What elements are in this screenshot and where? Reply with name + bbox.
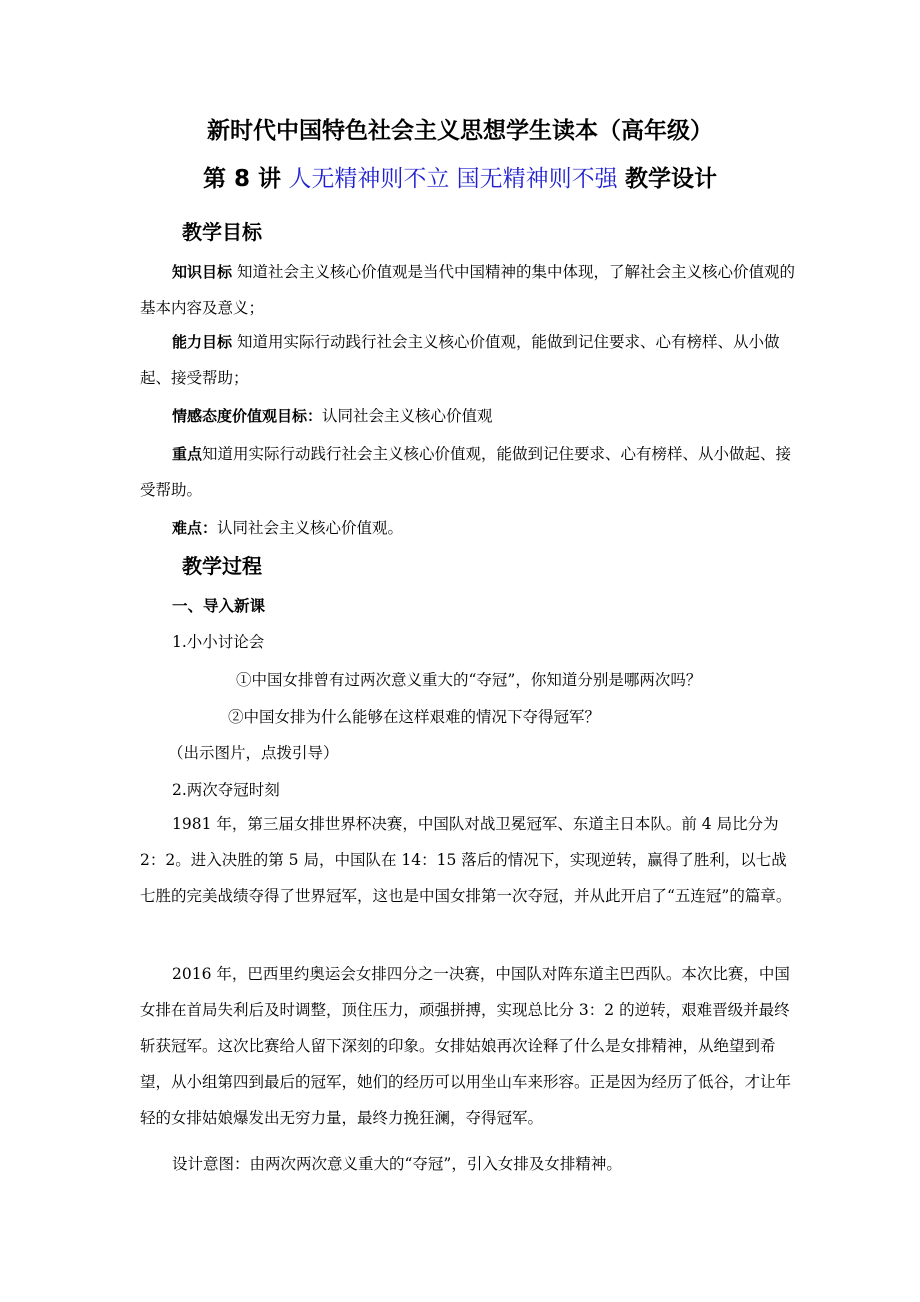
lesson-title bbox=[0, 160, 920, 193]
knowledge-goal-label: 知识目标 bbox=[172, 263, 233, 281]
paragraph-2016: 2016 年，巴西里约奥运会女排四分之一决赛，中国队对阵东道主巴西队。本次比赛，中国女排在首局失利后及时调整，顶住压力，顽强拼搏，实现总比分 3：2 的逆转，艰难晋级并最终斩获冠军。这次比赛给人留下深刻的印象。女排姑娘再次诠释了什么是女排精神，从绝望到希望，从小组第四到最后的冠军，她们的经历可以用坐山车来形容。正是因为经历了低谷，才让年轻的女排姑娘爆发出无穷力量，最终力挽狂澜，夺得冠军。 bbox=[140, 965, 792, 1127]
item2-title: 2.两次夺冠时刻 bbox=[172, 781, 280, 799]
key-point-text: 知道用实际行动践行社会主义核心价值观，能做到记住要求、心有榜样、从小做起、接受帮助。 bbox=[140, 445, 792, 499]
ability-goal-label: 能力目标 bbox=[172, 333, 233, 351]
section-heading-process: 教学过程 bbox=[182, 554, 262, 578]
emotion-goal bbox=[140, 398, 795, 434]
key-point-label: 重点 bbox=[172, 445, 203, 463]
teacher-note: （出示图片，点拨引导） bbox=[168, 744, 339, 762]
emotion-goal-label: 情感态度价值观目标： bbox=[172, 407, 323, 425]
emotion-goal-text: 认同社会主义核心价值观 bbox=[322, 407, 493, 425]
lesson-theme-part1: 人无精神则不立 bbox=[288, 166, 450, 192]
knowledge-goal-text: 知道社会主义核心价值观是当代中国精神的集中体现，了解社会主义核心价值观的基本内容及意义； bbox=[140, 263, 795, 317]
document-title: 新时代中国特色社会主义思想学生读本（高年级） bbox=[207, 118, 713, 144]
ability-goal bbox=[140, 324, 795, 396]
difficulty bbox=[140, 510, 795, 546]
difficulty-text: 认同社会主义核心价值观。 bbox=[217, 519, 404, 537]
question-2: ②中国女排为什么能够在这样艰难的情况下夺得冠军？ bbox=[228, 708, 601, 726]
ability-goal-text: 知道用实际行动践行社会主义核心价值观，能做到记住要求、心有榜样、从小做起、接受帮助； bbox=[140, 333, 780, 387]
knowledge-goal bbox=[140, 254, 795, 326]
difficulty-label: 难点： bbox=[172, 519, 218, 537]
key-point bbox=[140, 436, 795, 508]
paragraph-1981: 1981 年，第三届女排世界杯决赛，中国队对战卫冕冠军、东道主日本队。前 4 局比分为 2：2。进入决胜的第 5 局，中国队在 14：15 落后的情况下，实现逆转，赢得了胜利，以七战七胜的完美战绩夺得了世界冠军，这也是中国女排第一次夺冠，并从此开启了“五连冠”的篇章。 bbox=[140, 815, 792, 905]
lesson-theme-part2: 国无精神则不强 bbox=[456, 166, 618, 192]
lesson-number: 第 8 讲 bbox=[203, 166, 282, 192]
section-heading-goals: 教学目标 bbox=[182, 220, 262, 244]
design-intent: 设计意图：由两次两次意义重大的“夺冠”，引入女排及女排精神。 bbox=[172, 1155, 622, 1173]
item1-title: 1.小小讨论会 bbox=[172, 633, 265, 651]
question-1: ①中国女排曾有过两次意义重大的“夺冠”，你知道分别是哪两次吗？ bbox=[236, 671, 702, 689]
part1-title: 一、导入新课 bbox=[172, 597, 266, 615]
lesson-suffix: 教学设计 bbox=[624, 166, 717, 192]
